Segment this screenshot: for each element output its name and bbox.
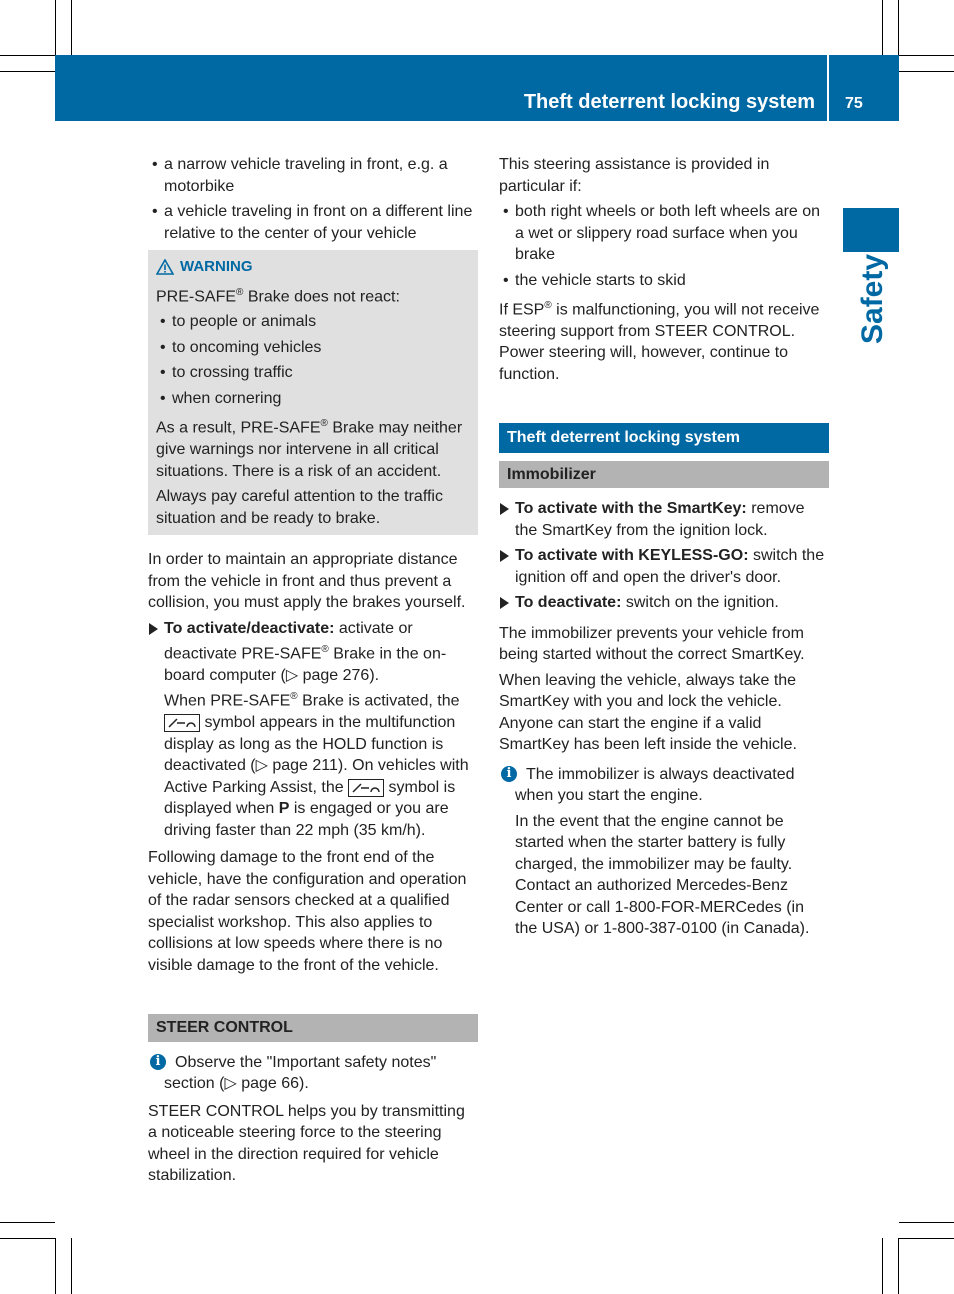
instruction-step: To activate with the SmartKey: remove the SmartKey from the ignition lock. bbox=[499, 498, 829, 541]
info-icon: i bbox=[501, 766, 517, 782]
page-header bbox=[55, 55, 899, 121]
instruction-step: To activate/deactivate: activate or deactivate PRE-SAFE® Brake in the on-board computer (▷ page 276). When PRE-SAFE® Brake is activated, the symbol appears in the multifunction display as long as the HOLD function is deactivated (▷ page 211). On vehicles with Active Parking Assist, the symbol is displayed when P is engaged or you are driving faster than 22 mph (35 km/h). bbox=[148, 618, 478, 842]
warning-title: WARNING bbox=[180, 258, 253, 275]
warning-box bbox=[148, 250, 478, 535]
header-title: Theft deterrent locking system bbox=[523, 91, 815, 113]
brake-hold-symbol-icon bbox=[348, 779, 384, 797]
list-item: • to crossing traffic bbox=[160, 364, 293, 382]
arrow-icon bbox=[500, 597, 509, 609]
paragraph: The immobilizer prevents your vehicle from being started without the correct SmartKey. bbox=[499, 624, 805, 664]
crop-mark bbox=[899, 1238, 954, 1239]
paragraph: Following damage to the front end of the vehicle, have the configuration and operation of the radar sensors checked at a qualified specialist workshop. This also applies to collisions at low speeds where there is no visible damage to the front of the vehicle. bbox=[148, 849, 467, 974]
warning-advice: Always pay careful attention to the traffic situation and be ready to brake. bbox=[156, 488, 443, 527]
warning-triangle-icon bbox=[156, 259, 174, 275]
list-item: • a narrow vehicle traveling in front, e.g. a motorbike bbox=[152, 156, 448, 195]
list-item: • when cornering bbox=[160, 389, 282, 407]
info-icon: i bbox=[150, 1054, 166, 1070]
side-tab-label: Safety bbox=[856, 253, 889, 344]
crop-mark bbox=[898, 0, 899, 55]
section-heading: Theft deterrent locking system bbox=[499, 423, 829, 453]
subsection-heading: Immobilizer bbox=[499, 461, 829, 489]
paragraph: When leaving the vehicle, always take the SmartKey with you and lock the vehicle. Anyone can start the engine if a valid SmartKey has been left inside the vehicle. bbox=[499, 671, 797, 754]
crop-mark bbox=[55, 1238, 56, 1294]
side-tab bbox=[843, 208, 899, 252]
warning-result: As a result, PRE-SAFE® Brake may neither give warnings nor intervene in all critical situations. There is a risk of an accident. bbox=[156, 418, 463, 480]
crop-mark bbox=[71, 1238, 72, 1294]
list-item: • the vehicle starts to skid bbox=[503, 271, 686, 289]
crop-mark bbox=[0, 71, 55, 72]
arrow-icon bbox=[149, 623, 158, 635]
crop-mark bbox=[882, 1238, 883, 1294]
warning-header bbox=[156, 256, 470, 278]
section-heading: STEER CONTROL bbox=[148, 1014, 478, 1042]
crop-mark bbox=[882, 0, 883, 55]
info-note: i The immobilizer is always deactivated when you start the engine. In the event that the engine cannot be started when the starter battery is fully charged, the immobilizer may be faulty. Contact an authorized Mercedes-Benz Center or call 1-800-FOR-MERCedes (in the USA) or 1-800-387-0100 (in Canada). bbox=[499, 764, 829, 940]
crop-mark bbox=[0, 55, 55, 56]
crop-mark bbox=[0, 1238, 55, 1239]
list-item: • both right wheels or both left wheels are on a wet or slippery road surface when you brake bbox=[503, 203, 821, 263]
crop-mark bbox=[899, 71, 954, 72]
list-item: • to people or animals bbox=[160, 313, 317, 331]
instruction-step: To deactivate: switch on the ignition. bbox=[499, 592, 829, 614]
crop-mark bbox=[899, 55, 954, 56]
list-item: • a vehicle traveling in front on a different line relative to the center of your vehicle bbox=[152, 203, 473, 242]
paragraph: In order to maintain an appropriate distance from the vehicle in front and thus prevent a collision, you must apply the brakes yourself. bbox=[148, 551, 466, 612]
crop-mark bbox=[898, 1238, 899, 1294]
list-item: • to oncoming vehicles bbox=[160, 338, 322, 356]
paragraph: This steering assistance is provided in particular if: bbox=[499, 156, 770, 195]
crop-mark bbox=[0, 1222, 55, 1223]
paragraph: STEER CONTROL helps you by transmitting a noticeable steering force to the steering wheel in the direction required for vehicle stabilization. bbox=[148, 1102, 465, 1185]
header-divider bbox=[827, 55, 829, 121]
paragraph: If ESP® is malfunctioning, you will not receive steering support from STEER CONTROL. Power steering will, however, continue to function. bbox=[499, 300, 820, 383]
page-number: 75 bbox=[845, 95, 863, 112]
left-column bbox=[148, 154, 478, 1191]
info-paragraph: In the event that the engine cannot be started when the starter battery is fully charged, the immobilizer may be faulty. Contact an authorized Mercedes-Benz Center or call 1-800-FOR-MERCedes (in the USA) or 1-800-387-0100 (in Canada). bbox=[515, 812, 810, 938]
brake-hold-symbol-icon bbox=[164, 714, 200, 732]
arrow-icon bbox=[500, 550, 509, 562]
crop-mark bbox=[71, 0, 72, 55]
right-column bbox=[499, 154, 829, 944]
warning-intro: PRE-SAFE® Brake does not react: bbox=[156, 286, 400, 305]
instruction-step: To activate with KEYLESS-GO: switch the ignition off and open the driver's door. bbox=[499, 545, 829, 588]
arrow-icon bbox=[500, 503, 509, 515]
crop-mark bbox=[899, 1222, 954, 1223]
crop-mark bbox=[55, 0, 56, 55]
info-note: i Observe the "Important safety notes" section (▷ page 66). bbox=[148, 1052, 478, 1095]
